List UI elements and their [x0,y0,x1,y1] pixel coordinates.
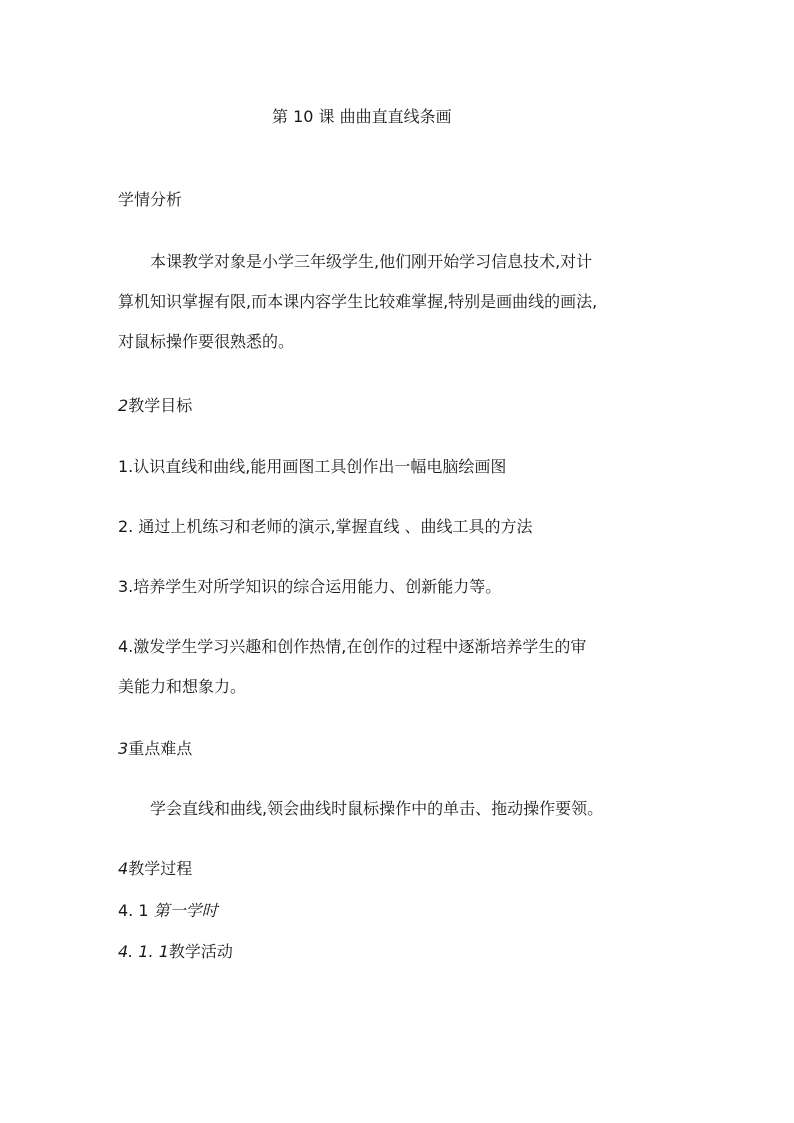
analysis-paragraph-line-3: 对鼠标操作要很熟悉的。 [118,332,295,351]
section-heading-key-points [118,739,192,759]
section-number: 3 [118,739,129,758]
goal-item-2: 2. 通过上机练习和老师的演示,掌握直线 、曲线工具的方法 [118,517,533,536]
goal-item-4-line-1: 4.激发学生学习兴趣和创作热情,在创作的过程中逐渐培养学生的审 [118,637,587,656]
section-number: 4 [118,859,129,878]
section-heading-text: 重点难点 [128,739,193,758]
subsubsection-number: 4. 1. 1 [118,942,169,961]
subsection-heading-text: 第一学时 [153,901,218,920]
section-heading-text: 教学过程 [128,859,193,878]
analysis-paragraph-line-2: 算机知识掌握有限,而本课内容学生比较难掌握,特别是画曲线的画法, [118,292,598,311]
subsubsection-heading-activities [118,942,233,962]
subsection-heading-first-period [118,901,218,921]
subsubsection-heading-text: 教学活动 [168,942,233,961]
goal-item-3: 3.培养学生对所学知识的综合运用能力、创新能力等。 [118,577,502,596]
key-points-text: 学会直线和曲线,领会曲线时鼠标操作中的单击、拖动操作要领。 [150,799,604,818]
section-heading-process [118,859,192,879]
section-heading-analysis: 学情分析 [118,190,183,209]
page-title: 第 10 课 曲曲直直线条画 [272,107,452,126]
analysis-paragraph-line-1: 本课教学对象是小学三年级学生,他们刚开始学习信息技术,对计 [150,252,593,271]
goal-item-1: 1.认识直线和曲线,能用画图工具创作出一幅电脑绘画图 [118,457,507,476]
goal-item-4-line-2: 美能力和想象力。 [118,677,247,696]
section-heading-goals [118,396,192,416]
section-heading-text: 教学目标 [128,396,193,415]
subsection-number: 4. 1 [118,901,149,920]
section-number: 2 [118,396,129,415]
